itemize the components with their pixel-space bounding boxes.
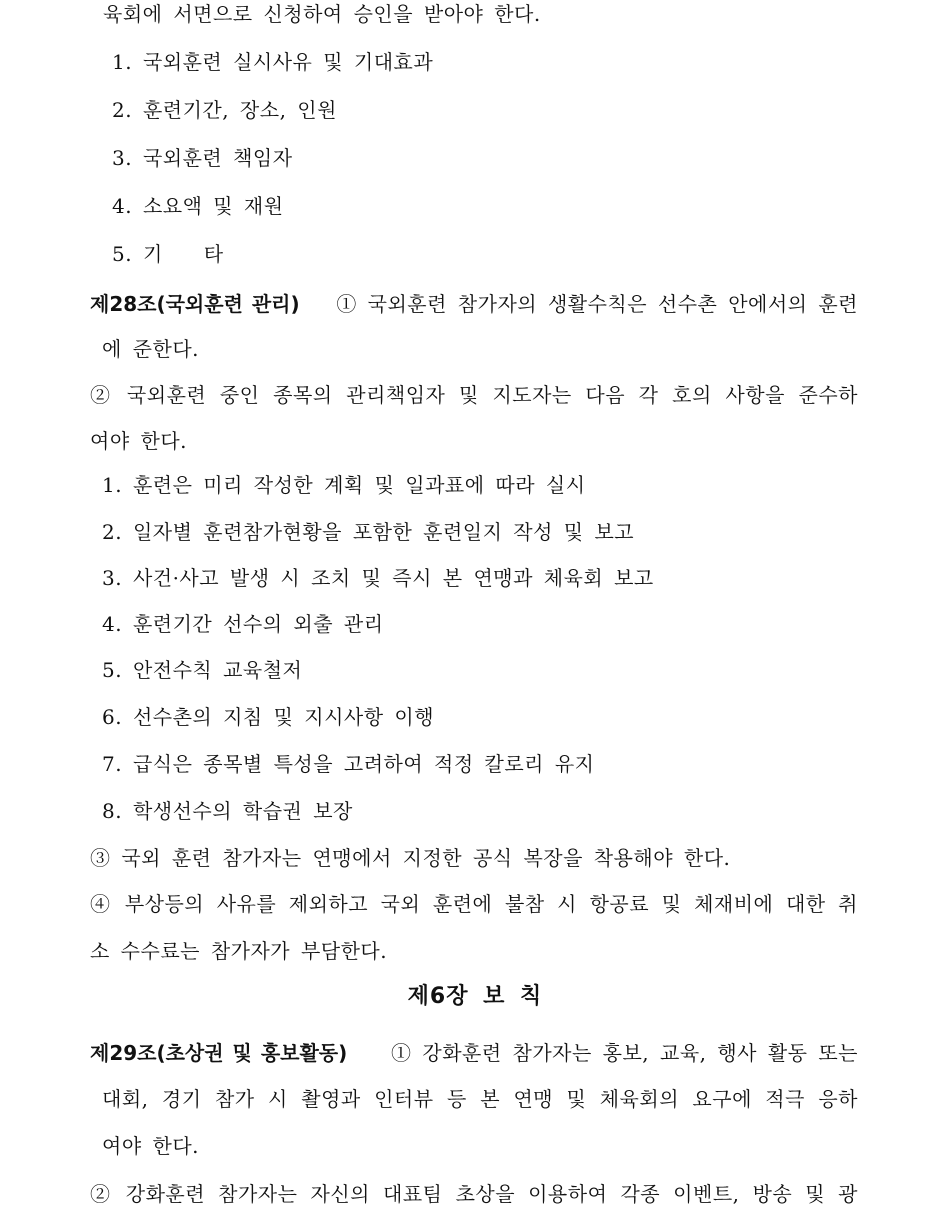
- article-28-paragraph-2: ② 국외훈련 중인 종목의 관리책임자 및 지도자는 다음 각 호의 사항을 준수하: [90, 383, 858, 407]
- list-item: 2. 일자별 훈련참가현황을 포함한 훈련일지 작성 및 보고: [102, 520, 635, 544]
- article-29-first-line: [90, 1039, 858, 1067]
- article-28-title: 제28조(국외훈련 관리): [90, 292, 300, 316]
- article-28-paragraph-4: ④ 부상등의 사유를 제외하고 국외 훈련에 불참 시 항공료 및 체재비에 대한 취: [90, 892, 858, 916]
- paragraph-line: 소 수수료는 참가자가 부담한다.: [90, 939, 388, 963]
- list-item: 4. 소요액 및 재원: [112, 194, 284, 218]
- list-item: 4. 훈련기간 선수의 외출 관리: [102, 612, 384, 636]
- list-item: 3. 국외훈련 책임자: [112, 146, 293, 170]
- article-29-title: 제29조(초상권 및 홍보활동): [90, 1041, 348, 1065]
- article-29-paragraph-2: ② 강화훈련 참가자는 자신의 대표팀 초상을 이용하여 각종 이벤트, 방송 및 광: [90, 1182, 858, 1206]
- chapter-heading: [0, 983, 950, 1011]
- paragraph-line: 대회, 경기 참가 시 촬영과 인터뷰 등 본 연맹 및 체육회의 요구에 적극 응하: [102, 1087, 858, 1111]
- paragraph-line: 여야 한다.: [90, 429, 187, 453]
- list-item: 3. 사건·사고 발생 시 조치 및 즉시 본 연맹과 체육회 보고: [102, 566, 654, 590]
- list-item: 5. 안전수칙 교육철저: [102, 658, 303, 682]
- list-item: 5. 기 타: [112, 242, 224, 266]
- list-item: 6. 선수촌의 지침 및 지시사항 이행: [102, 705, 435, 729]
- list-item: 1. 훈련은 미리 작성한 계획 및 일과표에 따라 실시: [102, 473, 586, 497]
- article-28-paragraph-1: ① 국외훈련 참가자의 생활수칙은 선수촌 안에서의 훈련: [336, 292, 858, 316]
- article-28-first-line: [90, 290, 858, 318]
- list-item: 8. 학생선수의 학습권 보장: [102, 799, 353, 823]
- list-item: 1. 국외훈련 실시사유 및 기대효과: [112, 50, 434, 74]
- list-item: 7. 급식은 종목별 특성을 고려하여 적정 칼로리 유지: [102, 752, 595, 776]
- article-28-paragraph-3: ③ 국외 훈련 참가자는 연맹에서 지정한 공식 복장을 착용해야 한다.: [90, 846, 731, 870]
- list-item: 2. 훈련기간, 장소, 인원: [112, 98, 337, 122]
- paragraph-line: 에 준한다.: [102, 337, 199, 361]
- paragraph-line: 육회에 서면으로 신청하여 승인을 받아야 한다.: [103, 2, 541, 26]
- article-29-paragraph-1: ① 강화훈련 참가자는 홍보, 교육, 행사 활동 또는: [391, 1041, 858, 1065]
- paragraph-line: 여야 한다.: [102, 1134, 199, 1158]
- chapter-title: 제6장 보 칙: [407, 984, 543, 1009]
